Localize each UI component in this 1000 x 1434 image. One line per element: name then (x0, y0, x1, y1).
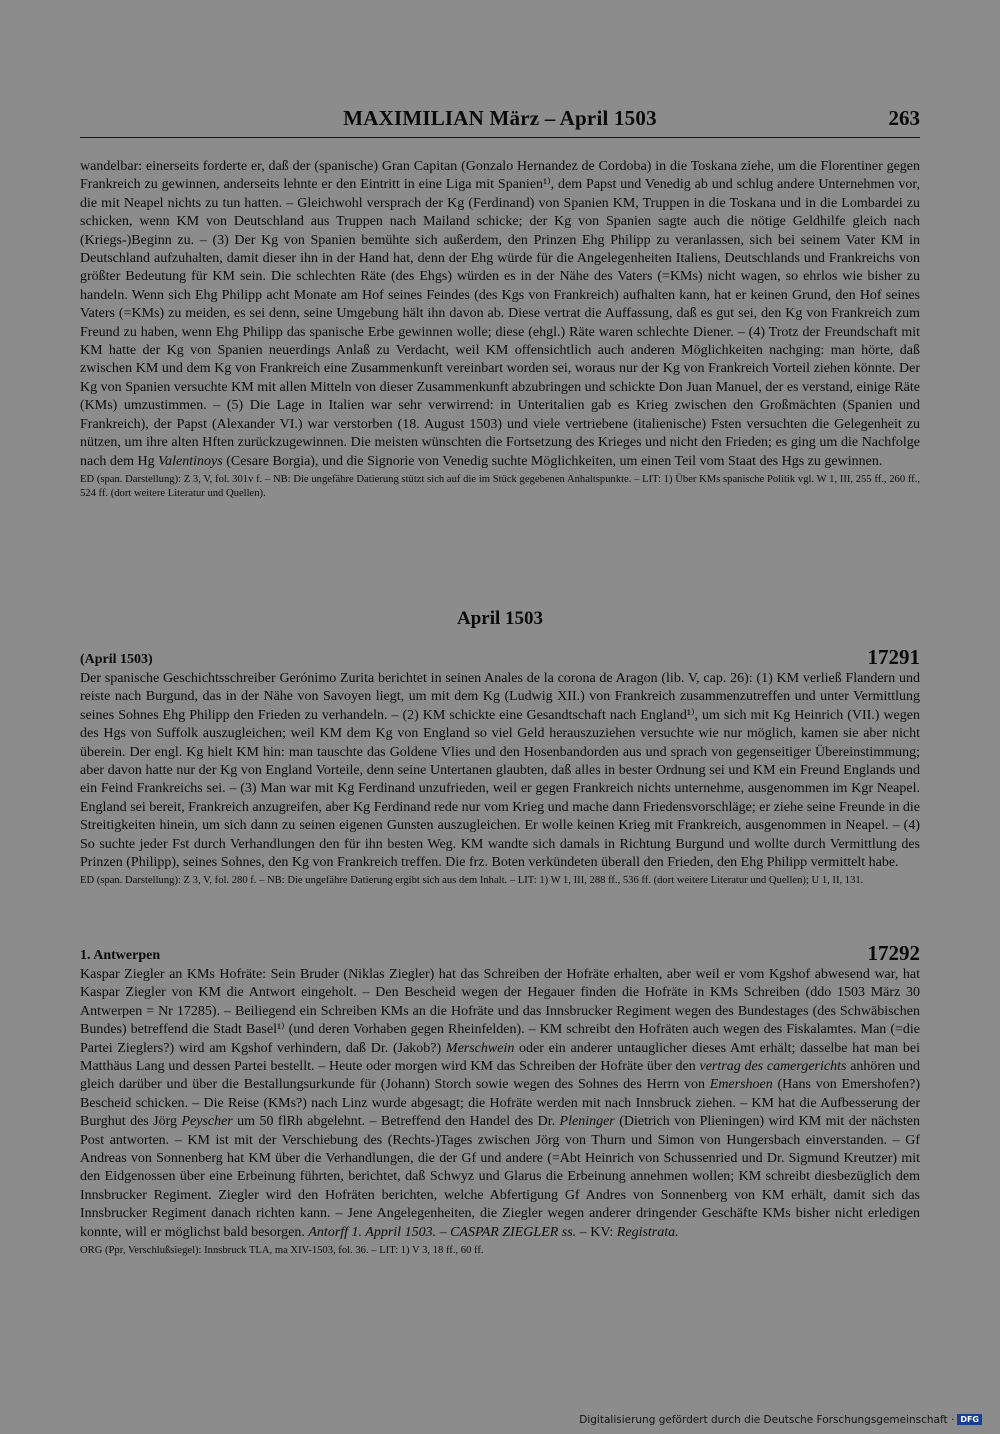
text-run: oder ein anderer untauglicher dieses Amt erhält; dasselbe hat man bei Matthäus Lang und dessen Partei bestellt. – Heute oder morgen wird KM das Schreiben der Hofräte über den (80, 1040, 920, 1075)
source-note: ED (span. Darstellung): Z 3, V, fol. 301v f. – NB: Die ungefähre Datierung stützt sich auf die im Stück gegebenen Anhaltspunkte. – LIT: 1) Über KMs spanische Politik vgl. W 1, III, 255 ff., 260 ff., 524 ff. (dort weitere Literatur und Quellen). (80, 473, 920, 499)
italic-phrase: vertrag des camergerichts (699, 1059, 847, 1075)
italic-phrase: Pleninger (559, 1114, 615, 1130)
entry-number: 17291 (867, 645, 920, 669)
section-heading: April 1503 (456, 608, 544, 629)
funding-footer (579, 1414, 982, 1426)
entry-date: (April 1503) (80, 652, 153, 667)
italic-phrase: Antorff 1. Appril 1503. – CASPAR ZIEGLER ss. (308, 1224, 577, 1240)
continued-paragraph: wandelbar: einerseits forderte er, daß der (spanische) Gran Capitan (Gonzalo Hernandez de Cordoba) in die Toskana ziehe, um die Florentiner gegen Frankreich zu gewinnen, anderseits lehnte er den Eintritt in eine Liga mit Spanien¹⁾, dem Papst und Venedig ab und schlug andere Unternehmen vor, die mit Neapel nichts zu tun hatten. – Gleichwohl versprach der Kg (Ferdinand) von Spanien KM, Truppen in die Toskana und in die Lombardei zu schicken, wenn KM von Deutschland aus Truppen nach Mailand schicke; der Kg von Spanien sagte auch die nötige Geldhilfe gleich nach (Kriegs-)Beginn zu. – (3) Der Kg von Spanien bemühte sich außerdem, den Prinzen Ehg Philipp zu veranlassen, sich bei seinem Vater KM in Deutschland aufzuhalten, damit dieser ihn in der Hand hat, denn der Ehg würde für die Angelegenheiten Italiens, Deutschlands und Frankreichs von größter Bedeutung für KM sein. Die schlechten Räte (des Ehgs) würden es in der Nähe des Vaters (=KMs) nicht wagen, so ehrlos wie bisher zu handeln. Wenn sich Ehg Philipp acht Monate am Hof seines Feindes (des Kgs von Frankreich) aufhalten kann, hat er keinen Grund, den Hof seines Vaters (=KMs) zu meiden, es sei denn, seine Umgebung hält ihn davon ab. Diese vertrat die Auffassung, daß es gut sei, den Kg von Frankreich zum Freund zu haben, wenn Ehg Philipp das spanische Erbe gewinnen wolle; diese (ehgl.) Räte waren schlechte Diener. – (4) Trotz der Freundschaft mit KM hatte der Kg von Spanien neuerdings Anlaß zu Verdacht, weil KM offensichtlich auch anderen Möglichkeiten nachging: man hörte, daß zwischen KM und dem Kg von Frankreich eine Zusammenkunft vereinbart worden sei, woraus nur der Kg von Frankreich Vorteil ziehen könnte. Der Kg von Spanien versuchte KM mit allen Mitteln von dieser Zusammenkunft abzubringen und schickte Don Juan Manuel, der es verstand, einige Räte (KMs) umzustimmen. – (5) Die Lage in Italien war sehr verwirrend: in Unteritalien gab es Krieg zwischen den Großmächten (Spanien und Frankreich), der Papst (Alexander VI.) war verstorben (18. August 1503) und viele vertriebene (italienische) Fsten versuchten die Gelegenheit zu nützen, um ihre alten Hften zurückzugewinnen. Die meisten wünschten die Fortsetzung des Krieges und nicht den Frieden; es ging um die Nachfolge nach dem Hg Valentinoys (Cesare Borgia), und die Signorie von Venedig suchte Möglichkeiten, um einen Teil vom Staat des Hgs zu gewinnen. (80, 159, 920, 469)
entry-header (80, 645, 920, 670)
running-title: MAXIMILIAN März – April 1503 (343, 106, 657, 130)
entry-date: 1. Antwerpen (80, 948, 161, 963)
italic-phrase: Merschwein (445, 1040, 515, 1056)
continued-entry (80, 158, 920, 500)
dfg-logo: DFG (957, 1414, 982, 1425)
entry-number: 17292 (867, 941, 920, 965)
text-run: anhören und gleich darüber und über die Bestallungsurkunde für (Johann) Storch sowie wegen des Sohnes des Herrn von (80, 1059, 921, 1093)
text-run: um 50 flRh abgelehnt. – Betreffend den Handel des Dr. (232, 1114, 560, 1130)
italic-name: Valentinoys (158, 453, 223, 469)
text-run: Kaspar Ziegler an KMs Hofräte: Sein Bruder (Niklas Ziegler) hat das Schreiben der Hofräte erhalten, aber weil er vom Kgshof abwesend war, hat Kaspar Ziegler von KM die Antwort eingeholt. – Den Bescheid wegen der Hegauer finden die Hofräte in KMs Schreiben (ddo 1503 März 30 Antwerpen = Nr 17285). – Beiliegend ein Schreiben KMs an die Hofräte und das Innsbrucker Regiment wegen des Bundestages (des Schwäbischen Bundes) betreffend die Stadt Basel¹⁾ (und deren Vorhaben gegen Rheinfelden). – KM schreibt den Hofräten auch wegen des Fiskalamtes. Man (=die Partei Zieglers?) wird am Kgshof verhindern, daß Dr. (Jakob?) (80, 967, 920, 1056)
source-note: ORG (Ppr, Verschlußsiegel): Innsbruck TLA, ma XIV-1503, fol. 36. – LIT: 1) V 3, 18 ff., 60 ff. (80, 1245, 484, 1257)
footer-text: Digitalisierung gefördert durch die Deutsche Forschungsgemeinschaft · (579, 1414, 955, 1426)
entry-17292 (80, 941, 921, 1258)
running-header (80, 106, 920, 136)
italic-phrase: Emershoen (709, 1077, 773, 1093)
italic-phrase: Peyscher (181, 1114, 233, 1130)
text-run: (Hans von Emershofen?) Bescheid schicken. – Die Reise (KMs?) nach Linz wurde abgesagt; die Hofräte werden mit nach Innsbruck ziehen. – KM hat die Aufbesserung der Burghut des Jörg (80, 1077, 920, 1130)
entry-text (80, 966, 920, 1242)
text-run: (Dietrich von Plieningen) wird KM mit der nächsten Post antworten. – KM ist mit der Verschiebung des (Rechts-)Tages zwischen Jörg von Thurn und Simon von Hungersbach einverstanden. – Gf Andreas von Sonnenberg hat KM über die Verhandlungen, die der Gf und andere (=Abt Heinrich von Schussenried und Dr. Sigmund Kreutzer) mit den Eidgenossen über eine Erbeinung führten, berichtet, daß Schwyz und Glarus die Erbeinung annehmen wollen; KM schreibt diesbezüglich dem Innsbrucker Regiment. Ziegler wird den Hofräten berichten, welche Abfertigung Gf Andres von Sonnenberg von KM erhält, damit sich das Innsbrucker Regiment danach richten kann. – Jene Angelegenheiten, die Ziegler wegen anderer dringender Geschäfte KMs bisher nicht erledigen konnte, will er möglichst bald besorgen. (80, 1114, 920, 1240)
header-rule (80, 137, 920, 138)
entry-17291 (80, 645, 920, 888)
entry-text: Der spanische Geschichtsschreiber Gerónimo Zurita berichtet in seinen Anales de la corona de Aragon (lib. V, cap. 26): (1) KM verließ Flandern und reiste nach Burgund, das in der Nähe von Savoyen liegt, um mit dem Kg (Ludwig XII.) von Frankreich zusammenzutreffen und unter Vermittlung seines Sohnes Ehg Philipp den Frieden zu verhandeln. – (2) KM schickte eine Gesandtschaft nach England¹⁾, um sich mit Kg Heinrich (VII.) wegen des Hgs von Suffolk auszugleichen; weil KM dem Kg von England so viel Geld herauszuziehen versuchte wie nur möglich, kamen sie aber nicht überein. Der engl. Kg hielt KM hin: man tauschte das Goldene Vlies und den Hosenbandorden aus und sprach von gegenseitiger Übereinstimmung; aber davon hatte nur der Kg von England Vorteile, denn seine Untertanen glaubten, daß alles in bester Ordnung sei und KM ein Freund Englands und ein Feind Frankreichs sei. – (3) Man war mit Kg Ferdinand unzufrieden, weil er gegen Frankreich nichts unternehme, ausgenommen im Kgr Neapel. England sei bereit, Frankreich anzugreifen, aber Kg Ferdinand rede nur vom Krieg und mache dann Friedensvorschläge; er ziehe seine Freunde in die Streitigkeiten hinein, um sich dann zu seinen eigenen Gunsten auszugleichen. Er wolle keinen Krieg mit Frankreich, ausgenommen in Neapel. – (4) So suchte jeder Fst durch Verhandlungen den für ihn besten Weg. KM wandte sich damals in Richtung Burgund und wollte durch Vermittlung des Prinzen (Philipp), seines Sohnes, den Kg von Frankreich treffen. Die frz. Boten verkündeten überall den Frieden, den Ehg Philipp vermittelt habe. (80, 671, 920, 871)
text-run: – KV: (576, 1224, 617, 1240)
entry-header (80, 941, 920, 966)
italic-phrase: Registrata. (616, 1224, 679, 1240)
source-note: ED (span. Darstellung): Z 3, V, fol. 280 f. – NB: Die ungefähre Datierung ergibt sich aus dem Inhalt. – LIT: 1) W 1, III, 288 ff., 536 ff. (dort weitere Literatur und Quellen); U 1, II, 131. (80, 875, 864, 887)
page-number: 263 (888, 106, 920, 130)
